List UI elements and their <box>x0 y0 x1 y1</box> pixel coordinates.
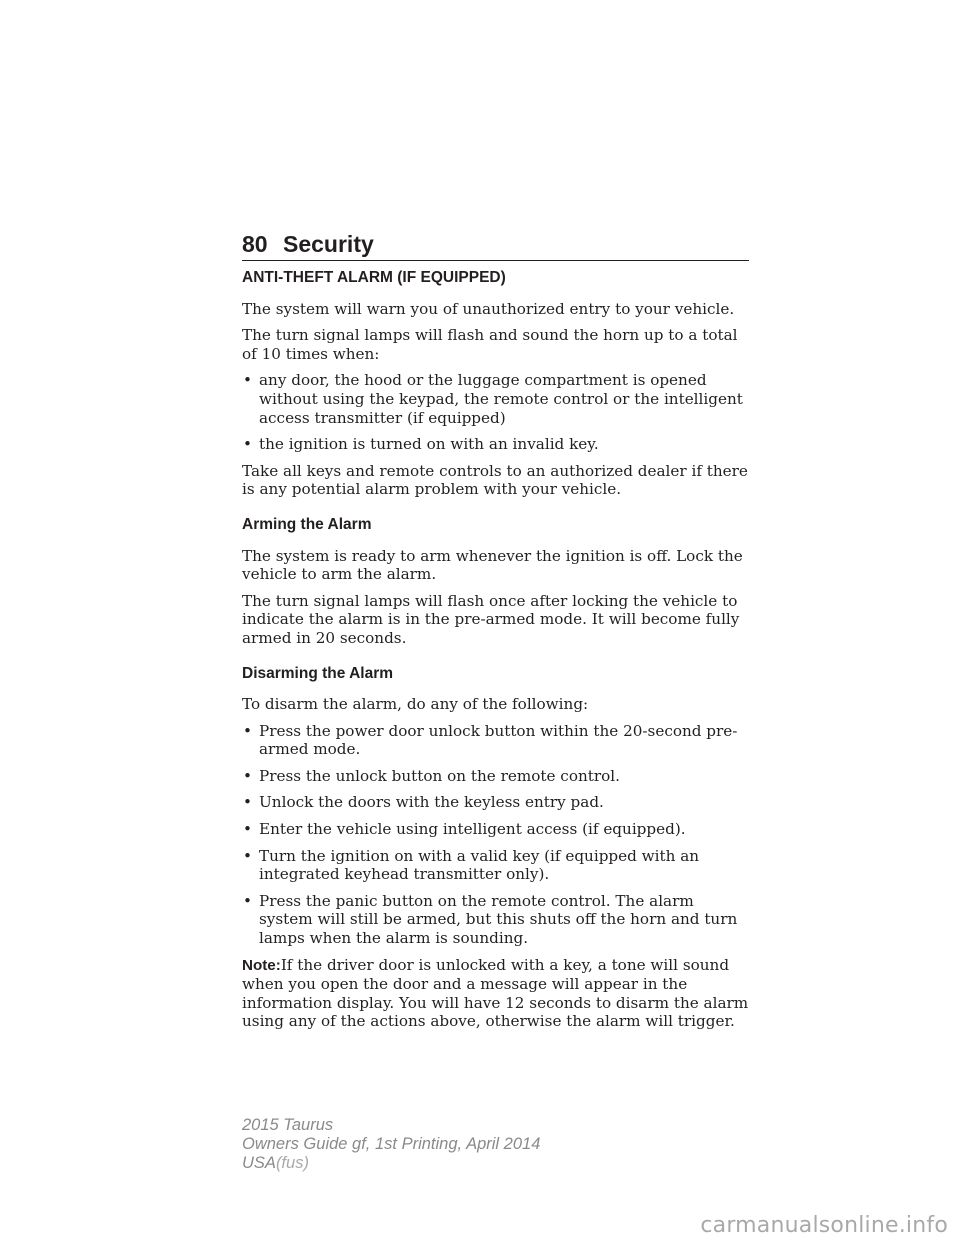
arming-heading: Arming the Alarm <box>242 515 372 533</box>
bullet-icon: • <box>243 435 252 454</box>
disarming-heading: Disarming the Alarm <box>242 664 394 682</box>
bullet-icon: • <box>243 820 252 839</box>
watermark: carmanualsonline.info <box>700 1213 948 1238</box>
intro-paragraph-1: The system will warn you of unauthorized entry to your vehicle. <box>242 299 735 318</box>
document-footer <box>242 1116 540 1173</box>
bullet-icon: • <box>243 371 252 390</box>
arming-paragraph-1: The system is ready to arm whenever the ignition is off. Lock the vehicle to arm the alarm. <box>242 546 743 584</box>
section-title: Security <box>283 231 374 257</box>
list-item: • Press the unlock button on the remote control. <box>243 766 620 785</box>
trigger-list <box>242 371 752 453</box>
list-item: • Turn the ignition on with a valid key (if equipped with an integrated keyhead transmitter only). <box>243 846 700 884</box>
list-item: • any door, the hood or the luggage compartment is opened without using the keypad, the remote control or the intelligent access transmitter (if equipped) <box>243 371 743 427</box>
note-label: Note: <box>242 956 281 974</box>
bullet-icon: • <box>243 721 252 740</box>
intro-paragraph-2: The turn signal lamps will flash and sound the horn up to a total of 10 times when: <box>242 326 738 363</box>
arming-paragraph-2: The turn signal lamps will flash once after locking the vehicle to indicate the alarm is in the pre-armed mode. It will become fully armed in 20 seconds. <box>242 591 740 647</box>
bullet-icon: • <box>243 793 252 812</box>
bullet-icon: • <box>243 846 252 865</box>
list-item: • Unlock the doors with the keyless entry pad. <box>243 793 604 812</box>
main-content <box>242 269 752 1039</box>
list-item: • the ignition is turned on with an invalid key. <box>243 435 599 454</box>
bullet-icon: • <box>243 891 252 910</box>
page-number: 80 <box>242 231 268 257</box>
footer-model: 2015 Taurus <box>242 1116 334 1134</box>
disarming-paragraph-1: To disarm the alarm, do any of the following: <box>242 695 589 714</box>
list-item: • Enter the vehicle using intelligent access (if equipped). <box>243 820 686 839</box>
list-item: • Press the power door unlock button within the 20-second pre-armed mode. <box>243 721 738 759</box>
note-text: If the driver door is unlocked with a key, a tone will sound when you open the door and a message will appear in the information display. You will have 12 seconds to disarm the alarm using any of the actions above, otherwise the alarm will trigger. <box>242 955 749 1031</box>
disarm-list <box>242 722 752 948</box>
page-title: ANTI-THEFT ALARM (IF EQUIPPED) <box>242 269 506 286</box>
footer-edition: Owners Guide gf, 1st Printing, April 2014 <box>242 1135 541 1153</box>
note-paragraph <box>242 956 752 1031</box>
page-header <box>242 228 749 261</box>
intro-paragraph-3: Take all keys and remote controls to an authorized dealer if there is any potential alarm problem with your vehicle. <box>242 461 748 499</box>
bullet-icon: • <box>243 766 252 785</box>
footer-region: USA(fus) <box>242 1154 309 1172</box>
list-item: • Press the panic button on the remote control. The alarm system will still be armed, but this shuts off the horn and turn lamps when the alarm is sounding. <box>243 891 738 948</box>
